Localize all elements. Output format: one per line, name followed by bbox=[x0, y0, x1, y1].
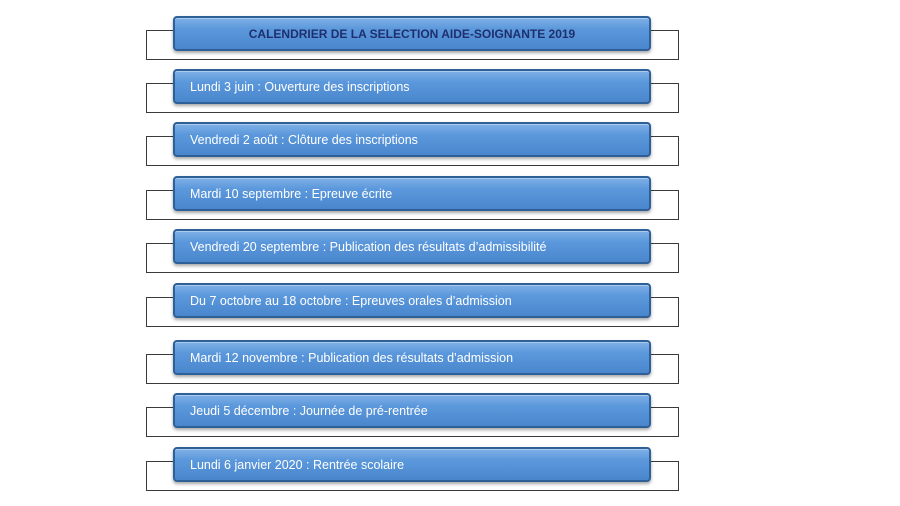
calendar-item-label: Mardi 10 septembre : Epreuve écrite bbox=[173, 176, 651, 211]
calendar-item-3 bbox=[0, 176, 900, 216]
calendar-title: CALENDRIER DE LA SELECTION AIDE-SOIGNANTE 2019 bbox=[173, 16, 651, 51]
calendar-item-label: Du 7 octobre au 18 octobre : Epreuves orales d’admission bbox=[173, 283, 651, 318]
calendar-title-row bbox=[0, 16, 900, 56]
calendar-item-label: Mardi 12 novembre : Publication des résultats d’admission bbox=[173, 340, 651, 375]
calendar-item-4 bbox=[0, 229, 900, 269]
calendar-item-label: Vendredi 2 août : Clôture des inscriptions bbox=[173, 122, 651, 157]
calendar-item-label: Lundi 6 janvier 2020 : Rentrée scolaire bbox=[173, 447, 651, 482]
calendar-item-label: Jeudi 5 décembre : Journée de pré-rentrée bbox=[173, 393, 651, 428]
calendar-item-8 bbox=[0, 447, 900, 487]
calendar-item-2 bbox=[0, 122, 900, 162]
calendar-item-label: Vendredi 20 septembre : Publication des résultats d’admissibilité bbox=[173, 229, 651, 264]
calendar-item-label: Lundi 3 juin : Ouverture des inscriptions bbox=[173, 69, 651, 104]
calendar-item-6 bbox=[0, 340, 900, 380]
calendar-item-1 bbox=[0, 69, 900, 109]
calendar-item-7 bbox=[0, 393, 900, 433]
calendar-item-5 bbox=[0, 283, 900, 323]
